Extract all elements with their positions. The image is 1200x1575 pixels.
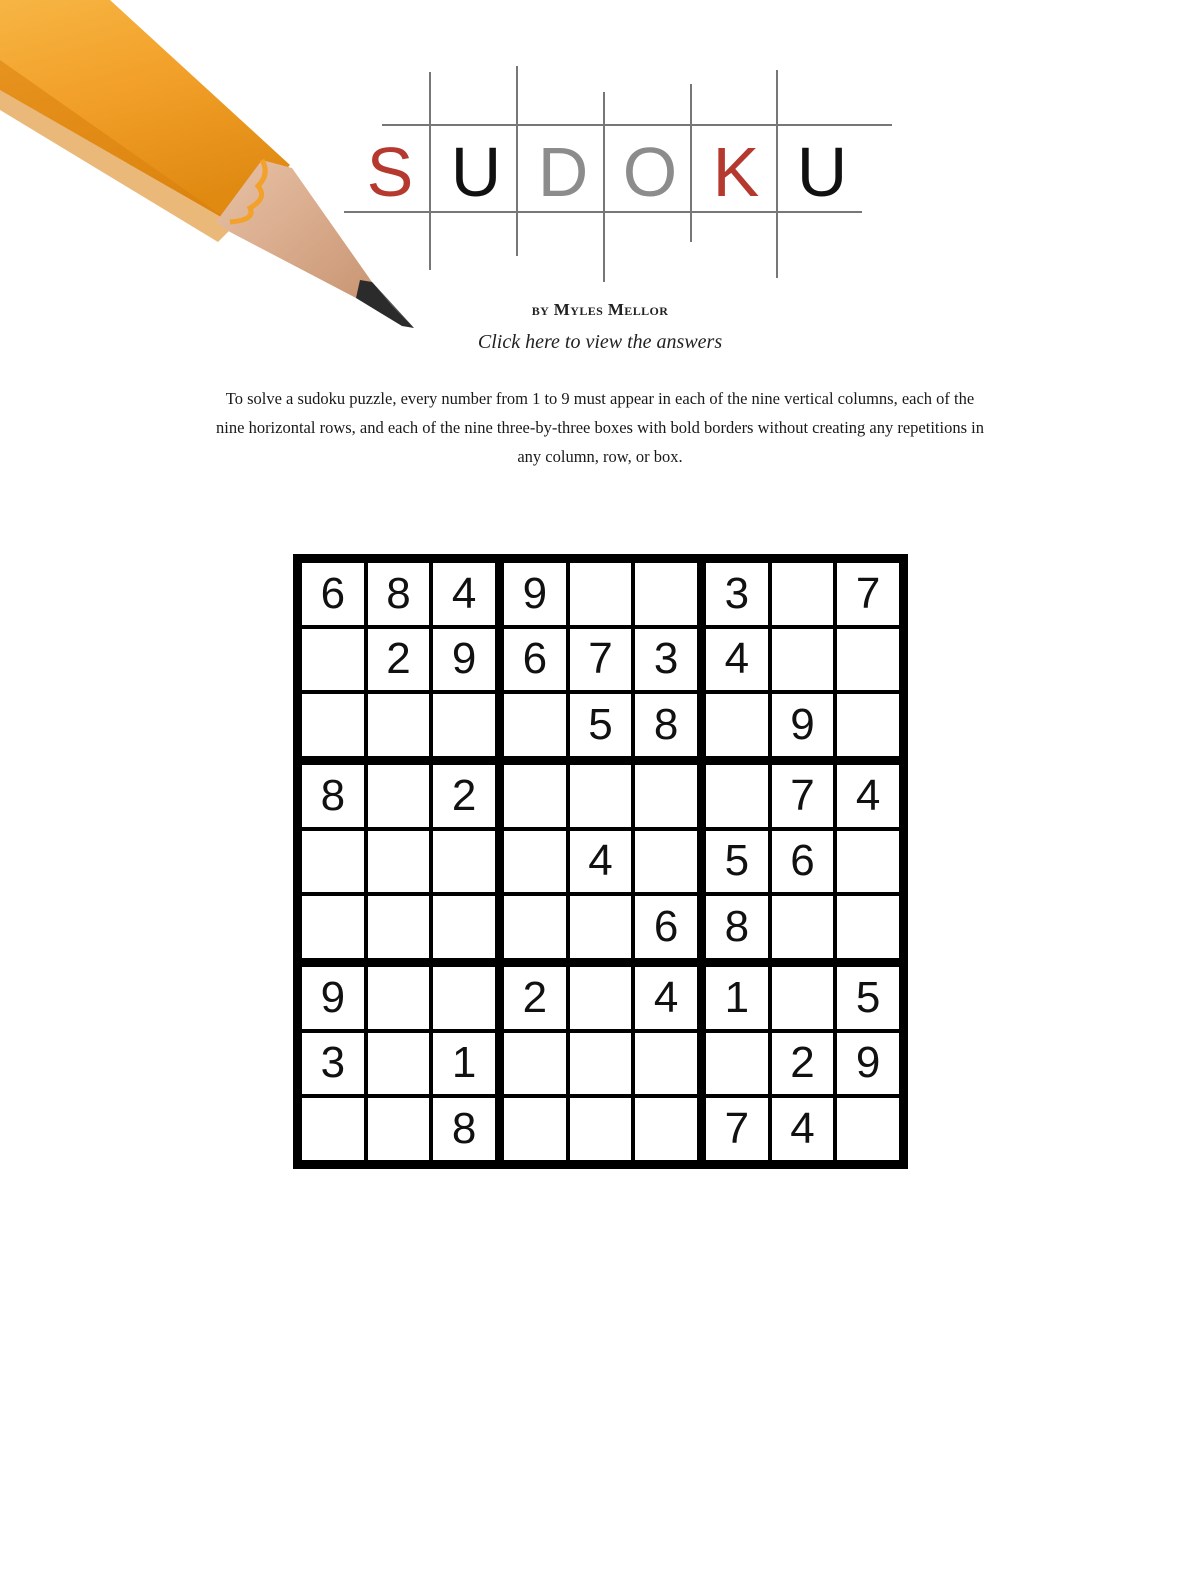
- empty-cell[interactable]: [368, 765, 430, 827]
- empty-cell[interactable]: [706, 694, 768, 756]
- given-cell[interactable]: 3: [724, 568, 750, 618]
- empty-cell[interactable]: [706, 765, 768, 827]
- given-cell[interactable]: 7: [855, 568, 881, 618]
- empty-cell[interactable]: [302, 1098, 364, 1160]
- given-cell[interactable]: 1: [724, 972, 750, 1022]
- grid-line-horizontal: [293, 1160, 908, 1169]
- grid-line-vertical: [495, 554, 504, 1169]
- empty-cell[interactable]: [504, 1098, 566, 1160]
- given-cell[interactable]: 9: [790, 700, 815, 750]
- title-letter-1: S: [366, 133, 414, 211]
- given-cell[interactable]: 4: [790, 1104, 815, 1154]
- title-letter-3: D: [537, 133, 589, 211]
- empty-cell[interactable]: [302, 831, 364, 893]
- grid-line-vertical: [697, 554, 706, 1169]
- grid-line-vertical: [899, 554, 908, 1169]
- given-cell[interactable]: 9: [451, 634, 477, 684]
- empty-cell[interactable]: [433, 831, 495, 893]
- empty-cell[interactable]: [635, 765, 697, 827]
- given-cell[interactable]: 6: [653, 902, 679, 952]
- sudoku-grid: [293, 554, 908, 1169]
- empty-cell[interactable]: [635, 831, 697, 893]
- given-cell[interactable]: 8: [386, 568, 411, 618]
- empty-cell[interactable]: [368, 1098, 430, 1160]
- empty-cell[interactable]: [368, 896, 430, 958]
- empty-cell[interactable]: [837, 831, 899, 893]
- grid-line-horizontal: [293, 756, 908, 765]
- given-cell[interactable]: 2: [522, 972, 548, 1022]
- grid-line-vertical: [293, 554, 302, 1169]
- given-cell[interactable]: 3: [320, 1038, 346, 1088]
- empty-cell[interactable]: [433, 896, 495, 958]
- given-cell[interactable]: 8: [320, 770, 346, 820]
- given-cell[interactable]: 5: [588, 700, 613, 750]
- given-cell[interactable]: 2: [386, 634, 411, 684]
- empty-cell[interactable]: [368, 967, 430, 1029]
- given-cell[interactable]: 2: [451, 770, 477, 820]
- given-cell[interactable]: 2: [790, 1038, 815, 1088]
- given-cell[interactable]: 8: [451, 1104, 477, 1154]
- title-letter-5: K: [712, 133, 760, 211]
- given-cell[interactable]: 1: [451, 1038, 477, 1088]
- empty-cell[interactable]: [302, 896, 364, 958]
- empty-cell[interactable]: [837, 896, 899, 958]
- given-cell[interactable]: 3: [653, 634, 679, 684]
- given-cell[interactable]: 4: [588, 836, 613, 886]
- empty-cell[interactable]: [433, 967, 495, 1029]
- given-cell[interactable]: 6: [790, 836, 815, 886]
- grid-line-horizontal: [293, 554, 908, 563]
- empty-cell[interactable]: [837, 629, 899, 691]
- empty-cell[interactable]: [635, 1033, 697, 1095]
- empty-cell[interactable]: [504, 896, 566, 958]
- instructions-text: To solve a sudoku puzzle, every number from 1 to 9 must appear in each of the nine vertical columns, each of the nine horizontal rows, and each of the nine three-by-three boxes with bold borders without creating any repetitions in any column, row, or box.: [216, 389, 984, 466]
- empty-cell[interactable]: [504, 694, 566, 756]
- given-cell[interactable]: 8: [724, 902, 750, 952]
- view-answers-link[interactable]: Click here to view the answers: [477, 331, 723, 353]
- empty-cell[interactable]: [837, 1098, 899, 1160]
- empty-cell[interactable]: [772, 896, 834, 958]
- given-cell[interactable]: 4: [451, 568, 477, 618]
- given-cell[interactable]: 9: [522, 568, 548, 618]
- empty-cell[interactable]: [772, 563, 834, 625]
- grid-line-horizontal: [293, 958, 908, 967]
- given-cell[interactable]: 5: [855, 972, 881, 1022]
- empty-cell[interactable]: [837, 694, 899, 756]
- empty-cell[interactable]: [368, 1033, 430, 1095]
- given-cell[interactable]: 9: [855, 1038, 881, 1088]
- given-cell[interactable]: 6: [522, 634, 548, 684]
- title-letter-6: U: [796, 133, 848, 211]
- title-letter-4: O: [622, 133, 678, 211]
- empty-cell[interactable]: [635, 1098, 697, 1160]
- empty-cell[interactable]: [772, 967, 834, 1029]
- empty-cell[interactable]: [302, 629, 364, 691]
- empty-cell[interactable]: [433, 694, 495, 756]
- empty-cell[interactable]: [504, 831, 566, 893]
- title-letter-2: U: [450, 133, 502, 211]
- empty-cell[interactable]: [570, 896, 632, 958]
- empty-cell[interactable]: [570, 765, 632, 827]
- empty-cell[interactable]: [504, 1033, 566, 1095]
- given-cell[interactable]: 7: [588, 634, 613, 684]
- given-cell[interactable]: 7: [724, 1104, 750, 1154]
- empty-cell[interactable]: [504, 765, 566, 827]
- empty-cell[interactable]: [706, 1033, 768, 1095]
- empty-cell[interactable]: [570, 1098, 632, 1160]
- empty-cell[interactable]: [302, 694, 364, 756]
- empty-cell[interactable]: [368, 831, 430, 893]
- empty-cell[interactable]: [635, 563, 697, 625]
- given-cell[interactable]: 8: [653, 700, 679, 750]
- given-cell[interactable]: 4: [855, 770, 881, 820]
- given-cell[interactable]: 7: [790, 770, 815, 820]
- given-cell[interactable]: 4: [724, 634, 750, 684]
- given-cell[interactable]: 5: [724, 836, 750, 886]
- empty-cell[interactable]: [570, 1033, 632, 1095]
- byline: by Myles Mellor: [531, 300, 669, 319]
- given-cell[interactable]: 6: [320, 568, 346, 618]
- empty-cell[interactable]: [570, 563, 632, 625]
- empty-cell[interactable]: [772, 629, 834, 691]
- empty-cell[interactable]: [570, 967, 632, 1029]
- empty-cell[interactable]: [368, 694, 430, 756]
- given-cell[interactable]: 9: [320, 972, 346, 1022]
- given-cell[interactable]: 4: [653, 972, 679, 1022]
